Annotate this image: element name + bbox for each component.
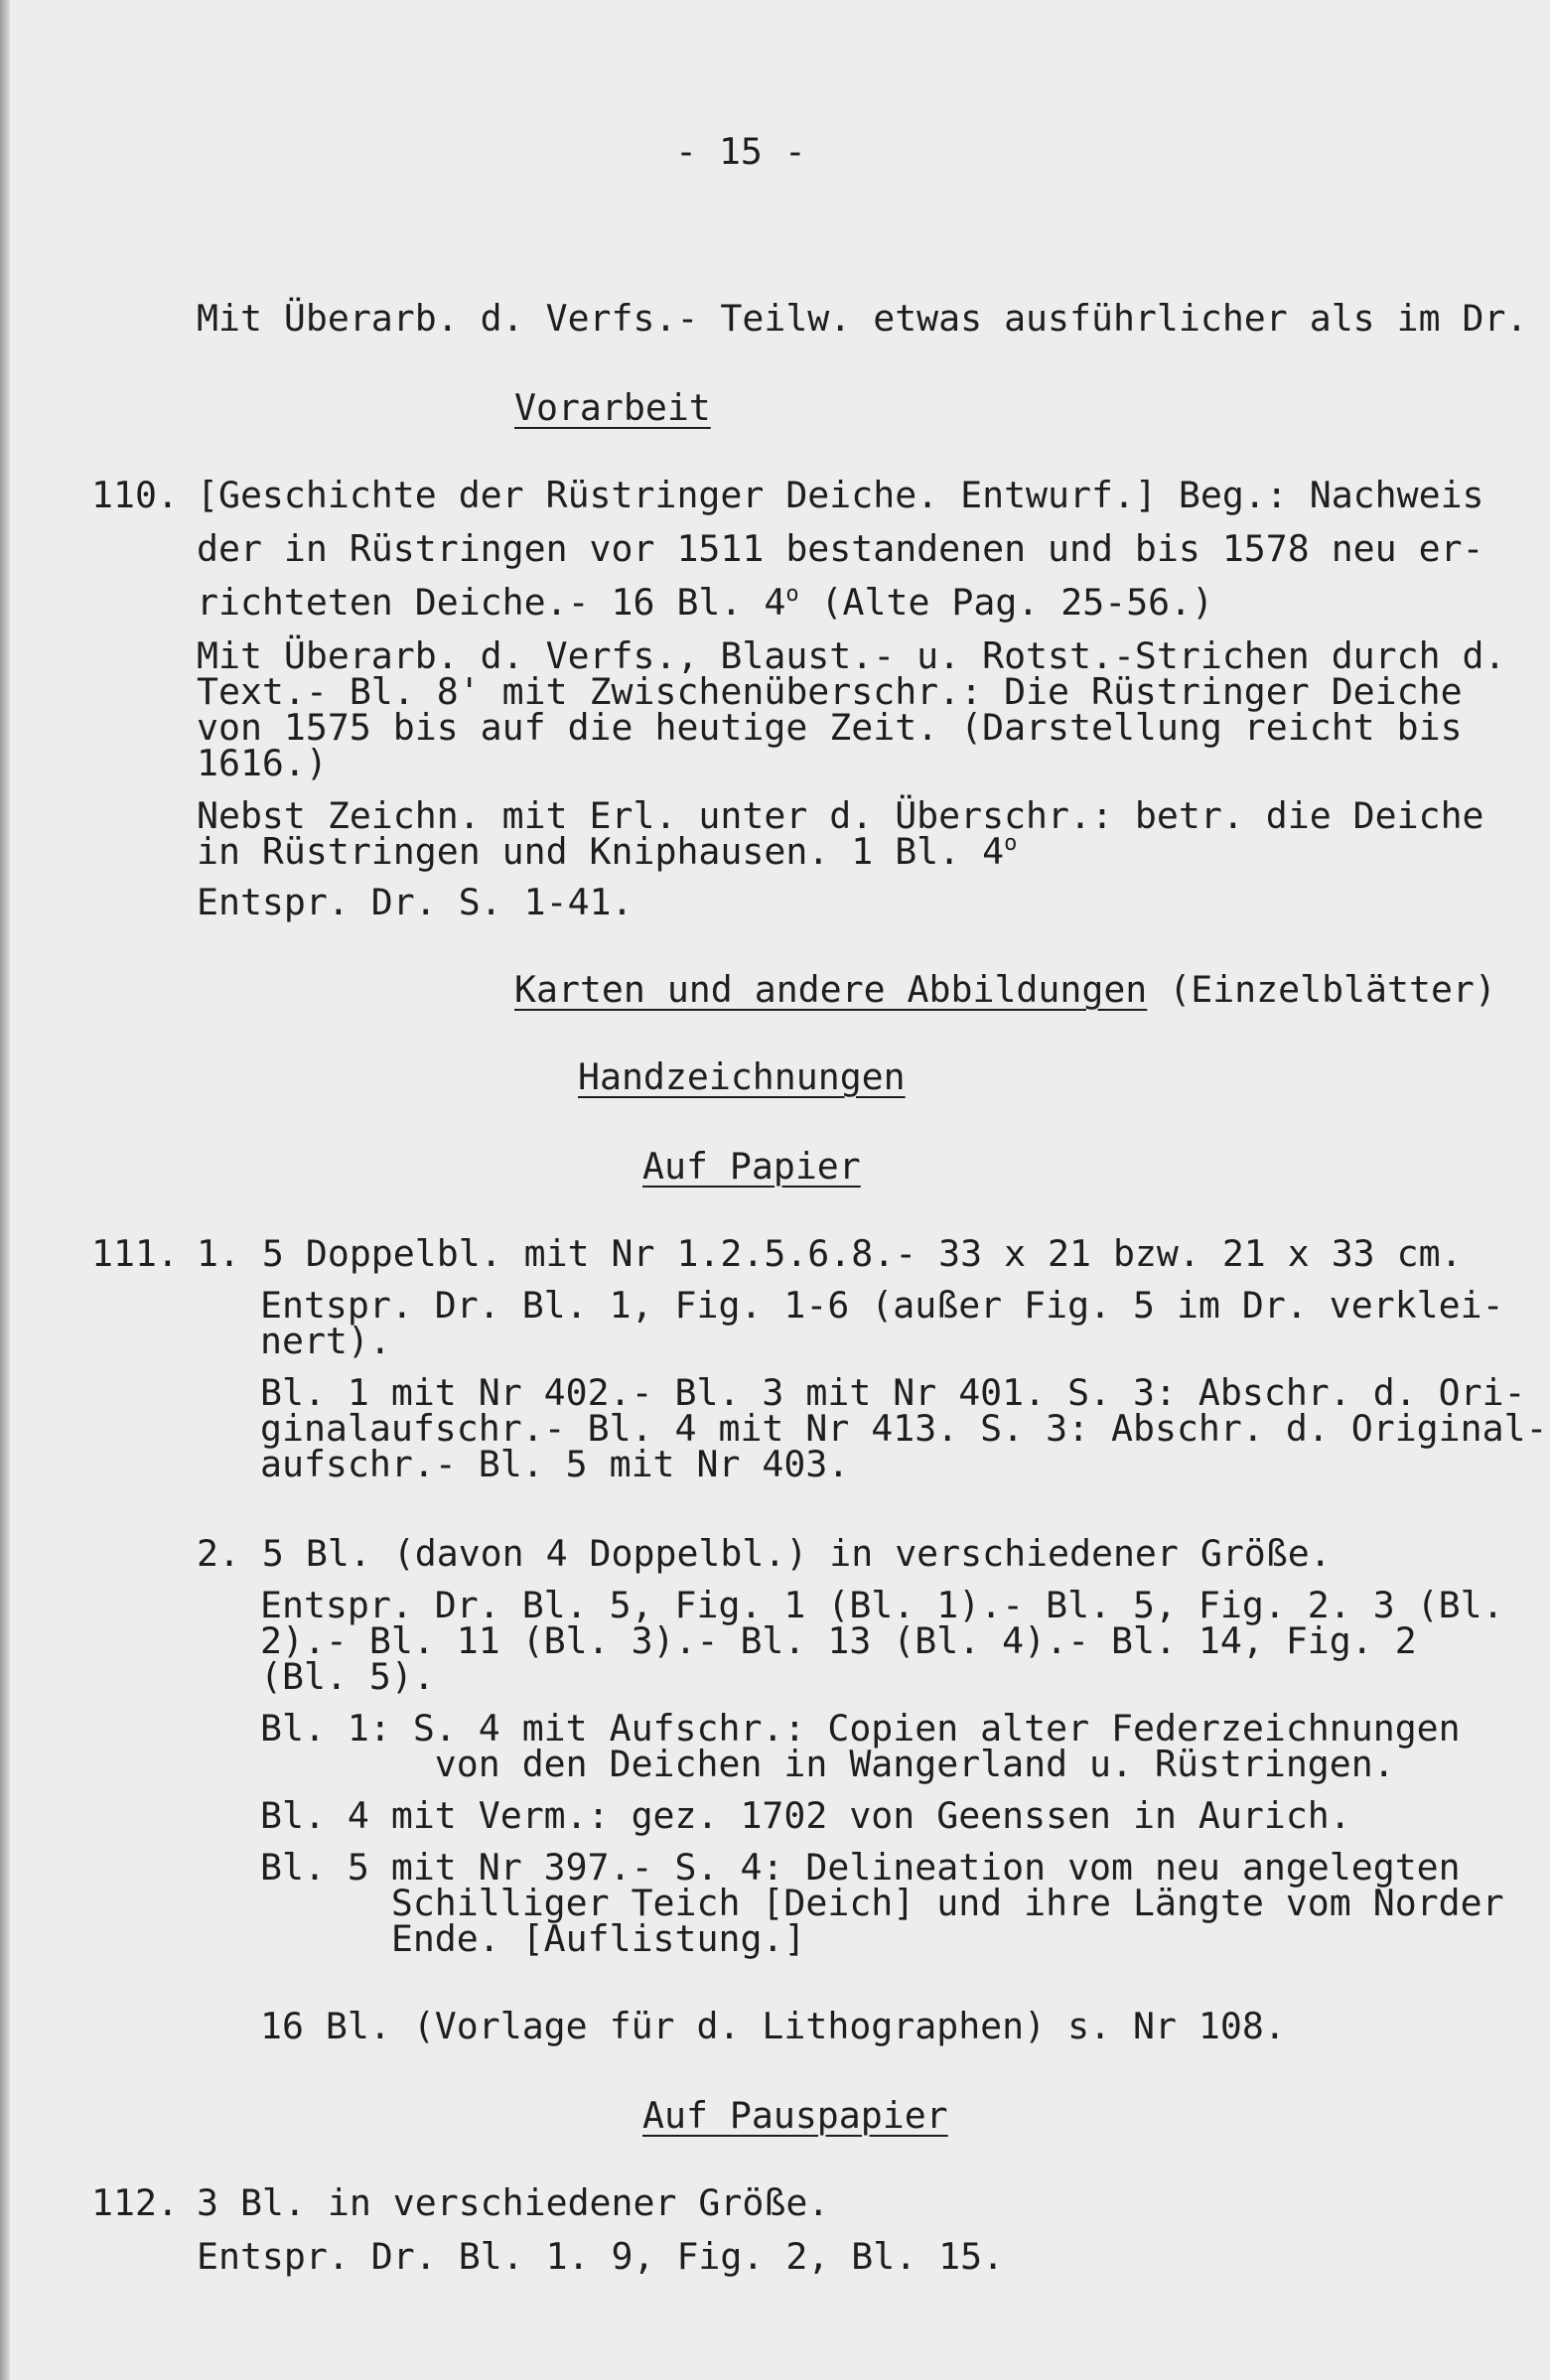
heading-karten: Karten und andere Abbildungen (Einzelblätter) bbox=[514, 968, 1496, 1011]
heading-vorarbeit: Vorarbeit bbox=[514, 386, 711, 429]
entry-111-item-2-line: Bl. 1: S. 4 mit Aufschr.: Copien alter Federzeichnungen bbox=[260, 1707, 1461, 1750]
entry-111-note: 16 Bl. (Vorlage für d. Lithographen) s. Nr 108. bbox=[260, 2005, 1286, 2047]
heading-auf-pauspapier: Auf Pauspapier bbox=[642, 2094, 948, 2137]
entry-110-note-line: in Rüstringen und Kniphausen. 1 Bl. 4$^o$ bbox=[197, 830, 1018, 873]
entry-111-item-1-line: nert). bbox=[260, 1320, 391, 1362]
entry-112-line: Entspr. Dr. Bl. 1. 9, Fig. 2, Bl. 15. bbox=[197, 2235, 1005, 2278]
entry-111-item-2-line: (Bl. 5). bbox=[260, 1655, 435, 1698]
entry-110-line: [Geschichte der Rüstringer Deiche. Entwurf.] Beg.: Nachweis bbox=[197, 474, 1484, 516]
entry-111-item-2-line: Ende. [Auflistung.] bbox=[260, 1917, 806, 1960]
entry-111-item-1-head: 1. 5 Doppelbl. mit Nr 1.2.5.6.8.- 33 x 21 bzw. 21 x 33 cm. bbox=[197, 1232, 1463, 1275]
heading-handzeichnungen: Handzeichnungen bbox=[578, 1055, 906, 1098]
entry-111-item-1-line: Bl. 1 mit Nr 402.- Bl. 3 mit Nr 401. S. 3: Abschr. d. Ori- bbox=[260, 1371, 1526, 1414]
degree-superscript: o bbox=[785, 582, 799, 607]
entry-112-number: 112. bbox=[91, 2181, 179, 2224]
entry-112-line: 3 Bl. in verschiedener Größe. bbox=[197, 2181, 830, 2224]
entry-110-note-line: Text.- Bl. 8' mit Zwischenüberschr.: Die Rüstringer Deiche bbox=[197, 670, 1463, 713]
entry-111-item-2-line: von den Deichen in Wangerland u. Rüstringen. bbox=[260, 1743, 1395, 1785]
entry-110-note-line: 1616.) bbox=[197, 742, 328, 784]
entry-111-item-2-head: 2. 5 Bl. (davon 4 Doppelbl.) in verschiedener Größe. bbox=[197, 1532, 1332, 1575]
entry-110-line: richteten Deiche.- 16 Bl. 4$^o$ (Alte Pag. 25-56.) bbox=[197, 581, 1214, 624]
entry-111-item-2-line: Bl. 5 mit Nr 397.- S. 4: Delineation vom neu angelegten bbox=[260, 1846, 1461, 1889]
heading-auf-papier: Auf Papier bbox=[642, 1145, 861, 1188]
entry-111-item-2-line: Bl. 4 mit Verm.: gez. 1702 von Geenssen in Aurich. bbox=[260, 1794, 1351, 1837]
entry-110-number: 110. bbox=[91, 474, 179, 516]
intro-line: Mit Überarb. d. Verfs.- Teilw. etwas ausführlicher als im Dr. bbox=[197, 297, 1528, 340]
degree-superscript: o bbox=[1004, 831, 1018, 856]
entry-110-note-line: Nebst Zeichn. mit Erl. unter d. Überschr.: betr. die Deiche bbox=[197, 794, 1484, 837]
entry-111-item-1-line: aufschr.- Bl. 5 mit Nr 403. bbox=[260, 1443, 850, 1485]
page-number: - 15 - bbox=[675, 130, 806, 173]
entry-110-note-line: Mit Überarb. d. Verfs., Blaust.- u. Rotst.-Strichen durch d. bbox=[197, 634, 1506, 677]
entry-110-note-line: von 1575 bis auf die heutige Zeit. (Darstellung reicht bis bbox=[197, 706, 1463, 749]
entry-111-number: 111. bbox=[91, 1232, 179, 1275]
entry-111-item-2-line: Schilliger Teich [Deich] und ihre Längte vom Norder bbox=[260, 1882, 1504, 1924]
entry-111-item-1-line: Entspr. Dr. Bl. 1, Fig. 1-6 (außer Fig. 5 im Dr. verklei- bbox=[260, 1284, 1504, 1327]
entry-111-item-2-line: Entspr. Dr. Bl. 5, Fig. 1 (Bl. 1).- Bl. 5, Fig. 2. 3 (Bl. bbox=[260, 1584, 1504, 1626]
entry-111-item-2-line: 2).- Bl. 11 (Bl. 3).- Bl. 13 (Bl. 4).- Bl. 14, Fig. 2 bbox=[260, 1619, 1417, 1662]
entry-110-line: der in Rüstringen vor 1511 bestandenen und bis 1578 neu er- bbox=[197, 527, 1484, 570]
entry-111-item-1-line: ginalaufschr.- Bl. 4 mit Nr 413. S. 3: Abschr. d. Original- bbox=[260, 1407, 1548, 1450]
entry-110-reference: Entspr. Dr. S. 1-41. bbox=[197, 881, 634, 923]
